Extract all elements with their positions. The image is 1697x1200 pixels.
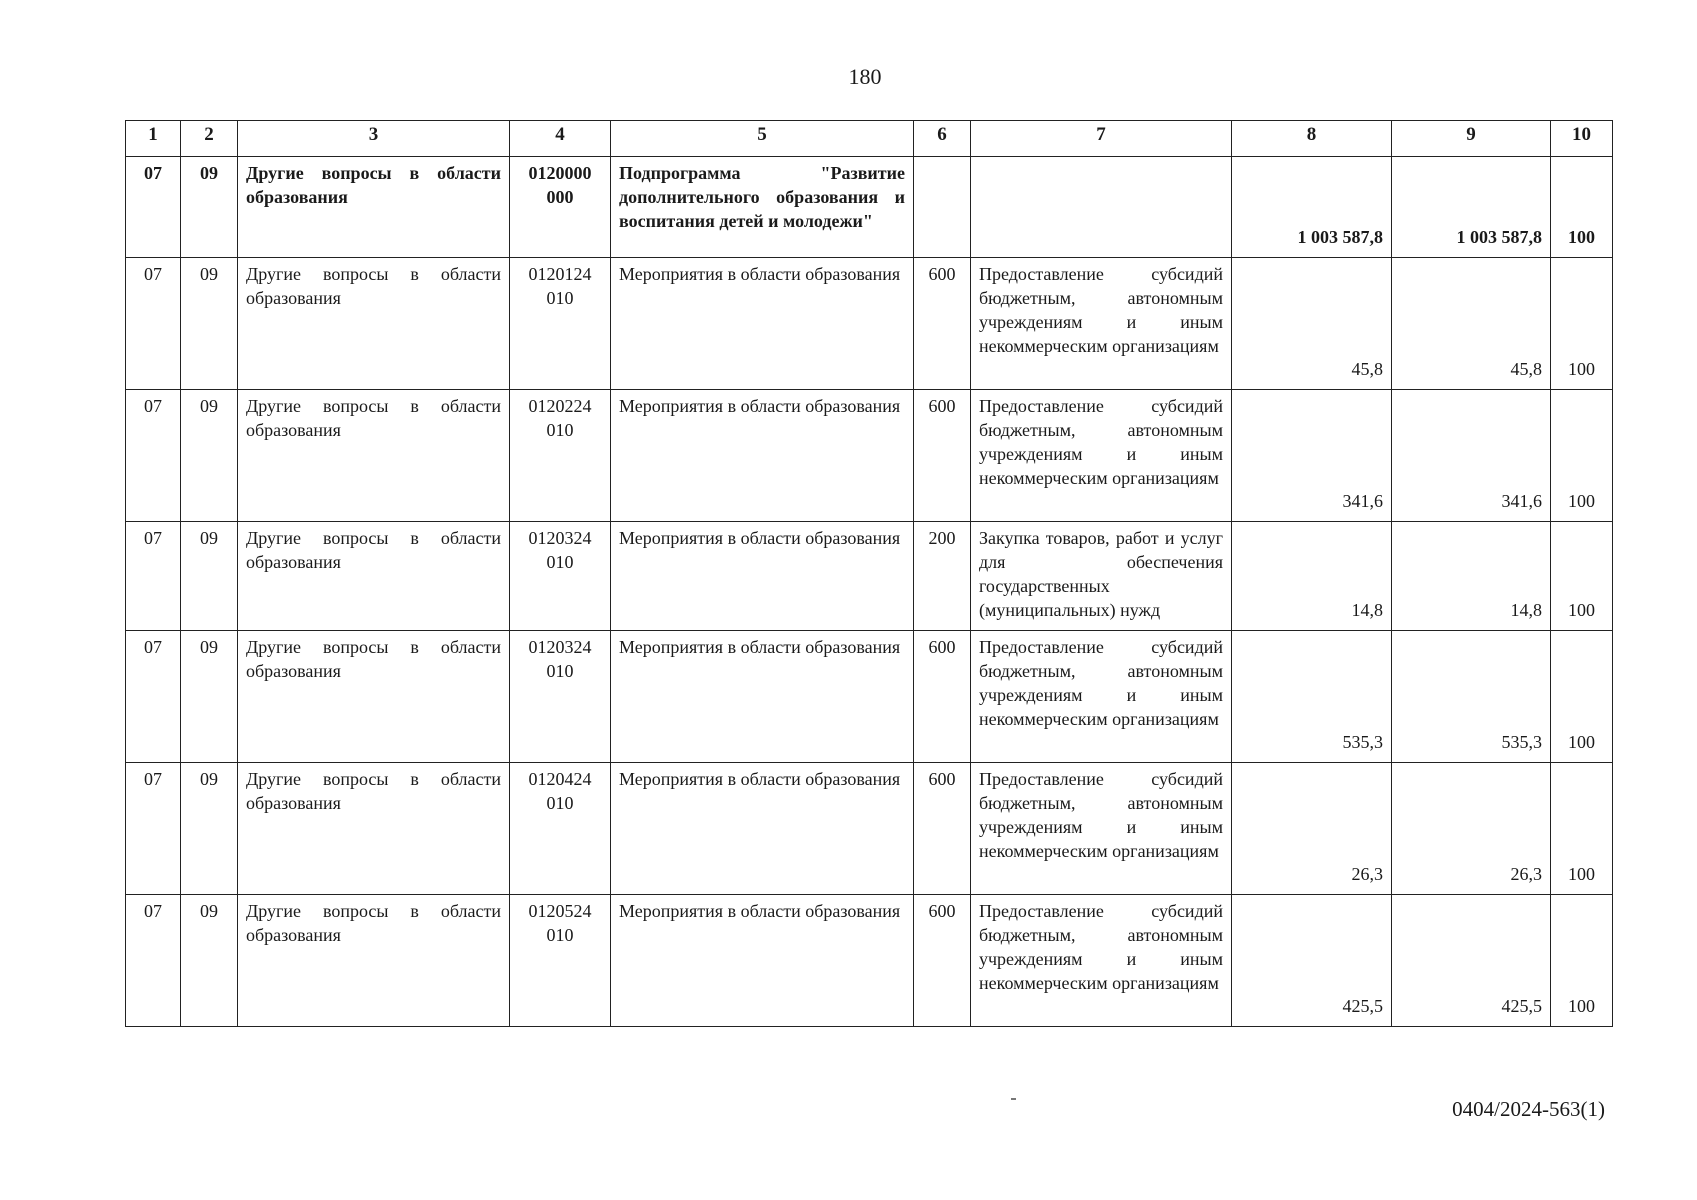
section-code: 07 <box>126 390 181 522</box>
subsection-code: 09 <box>181 157 238 258</box>
table-row <box>126 390 1613 522</box>
page-number: 180 <box>848 64 882 89</box>
target-article-code: 0120124 010 <box>510 258 611 390</box>
expense-type-name: Предоставление субсидий бюджетным, автономным учреждениям и иным некоммерческим организациям <box>971 763 1232 895</box>
planned-amount: 1 003 587,8 <box>1232 157 1392 258</box>
article-name: Мероприятия в области образования <box>611 631 914 763</box>
table-row <box>126 258 1613 390</box>
expense-type-code: 600 <box>914 763 971 895</box>
subsection-code: 09 <box>181 895 238 1027</box>
column-header: 9 <box>1392 121 1551 157</box>
table-row <box>126 895 1613 1027</box>
section-name: Другие вопросы в области образования <box>238 895 510 1027</box>
expense-type-code: 200 <box>914 522 971 631</box>
expense-type-name: Предоставление субсидий бюджетным, автономным учреждениям и иным некоммерческим организациям <box>971 258 1232 390</box>
column-header: 4 <box>510 121 611 157</box>
article-name: Мероприятия в области образования <box>611 895 914 1027</box>
column-header: 10 <box>1551 121 1613 157</box>
column-header: 8 <box>1232 121 1392 157</box>
planned-amount: 425,5 <box>1232 895 1392 1027</box>
target-article-code: 0120324 010 <box>510 631 611 763</box>
expense-type-name: Предоставление субсидий бюджетным, автономным учреждениям и иным некоммерческим организациям <box>971 390 1232 522</box>
document-code: 0404/2024-563(1) <box>1452 1097 1605 1121</box>
section-code: 07 <box>126 157 181 258</box>
section-code: 07 <box>126 895 181 1027</box>
executed-amount: 425,5 <box>1392 895 1551 1027</box>
column-header: 5 <box>611 121 914 157</box>
execution-percent: 100 <box>1551 895 1613 1027</box>
execution-percent: 100 <box>1551 763 1613 895</box>
scan-speck <box>1011 1098 1016 1100</box>
executed-amount: 14,8 <box>1392 522 1551 631</box>
execution-percent: 100 <box>1551 631 1613 763</box>
table-row <box>126 631 1613 763</box>
section-name: Другие вопросы в области образования <box>238 631 510 763</box>
subsection-code: 09 <box>181 390 238 522</box>
section-name: Другие вопросы в области образования <box>238 258 510 390</box>
expense-type-code <box>914 157 971 258</box>
table-header-row <box>126 121 1613 157</box>
subsection-code: 09 <box>181 522 238 631</box>
expense-type-name <box>971 157 1232 258</box>
subsection-code: 09 <box>181 631 238 763</box>
execution-percent: 100 <box>1551 522 1613 631</box>
budget-table <box>125 120 1613 1027</box>
executed-amount: 535,3 <box>1392 631 1551 763</box>
table-row <box>126 763 1613 895</box>
column-header: 2 <box>181 121 238 157</box>
planned-amount: 26,3 <box>1232 763 1392 895</box>
column-header: 1 <box>126 121 181 157</box>
expense-type-name: Закупка товаров, работ и услуг для обеспечения государственных (муниципальных) нужд <box>971 522 1232 631</box>
section-name: Другие вопросы в области образования <box>238 157 510 258</box>
planned-amount: 45,8 <box>1232 258 1392 390</box>
article-name: Мероприятия в области образования <box>611 763 914 895</box>
target-article-code: 0120000 000 <box>510 157 611 258</box>
expense-type-code: 600 <box>914 258 971 390</box>
article-name: Мероприятия в области образования <box>611 258 914 390</box>
subsection-code: 09 <box>181 258 238 390</box>
column-header: 6 <box>914 121 971 157</box>
section-name: Другие вопросы в области образования <box>238 522 510 631</box>
target-article-code: 0120224 010 <box>510 390 611 522</box>
target-article-code: 0120324 010 <box>510 522 611 631</box>
planned-amount: 341,6 <box>1232 390 1392 522</box>
planned-amount: 14,8 <box>1232 522 1392 631</box>
section-name: Другие вопросы в области образования <box>238 390 510 522</box>
execution-percent: 100 <box>1551 157 1613 258</box>
article-name: Мероприятия в области образования <box>611 390 914 522</box>
execution-percent: 100 <box>1551 390 1613 522</box>
subsection-code: 09 <box>181 763 238 895</box>
table-row <box>126 522 1613 631</box>
expense-type-name: Предоставление субсидий бюджетным, автономным учреждениям и иным некоммерческим организациям <box>971 631 1232 763</box>
table-row <box>126 157 1613 258</box>
section-code: 07 <box>126 258 181 390</box>
execution-percent: 100 <box>1551 258 1613 390</box>
target-article-code: 0120524 010 <box>510 895 611 1027</box>
section-code: 07 <box>126 631 181 763</box>
article-name: Подпрограмма "Развитие дополнительного образования и воспитания детей и молодежи" <box>611 157 914 258</box>
column-header: 3 <box>238 121 510 157</box>
planned-amount: 535,3 <box>1232 631 1392 763</box>
column-header: 7 <box>971 121 1232 157</box>
executed-amount: 341,6 <box>1392 390 1551 522</box>
target-article-code: 0120424 010 <box>510 763 611 895</box>
expense-type-name: Предоставление субсидий бюджетным, автономным учреждениям и иным некоммерческим организациям <box>971 895 1232 1027</box>
section-code: 07 <box>126 763 181 895</box>
executed-amount: 26,3 <box>1392 763 1551 895</box>
executed-amount: 45,8 <box>1392 258 1551 390</box>
section-name: Другие вопросы в области образования <box>238 763 510 895</box>
article-name: Мероприятия в области образования <box>611 522 914 631</box>
expense-type-code: 600 <box>914 390 971 522</box>
expense-type-code: 600 <box>914 895 971 1027</box>
section-code: 07 <box>126 522 181 631</box>
expense-type-code: 600 <box>914 631 971 763</box>
executed-amount: 1 003 587,8 <box>1392 157 1551 258</box>
